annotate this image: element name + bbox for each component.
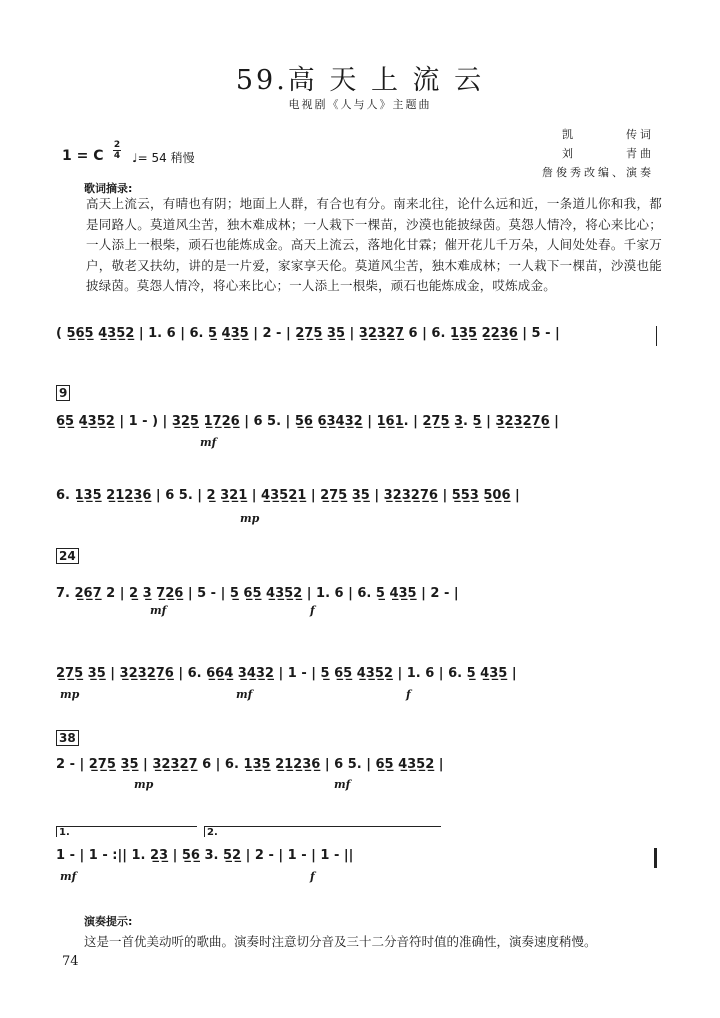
dynamic-marking: mf [60,870,77,883]
subtitle: 电视剧《人与人》主题曲 [288,98,432,111]
dynamic-marking: mf [200,436,217,449]
barline [656,326,657,346]
final-barline [654,848,657,868]
volta-bracket-1: 1. [56,826,197,837]
lyrics-heading: 歌词摘录: [84,182,133,195]
score-line-1: ( 5̲6̲5̲ 4̲3̲5̲2̲ | 1. 6 | 6. 5̲ 4̲3̲5̲ | 2 - | 2̲7̲5̲ 3̲5̲ | 3̲2̲3̲2̲7̲ 6 | 6. 1̲3̲5̲ 2̲2̲3̲6̲ | 5 - | [56,326,560,341]
dynamic-marking: mf [236,688,253,701]
score-line-4: 7. 2̲6̲7̲ 2 | 2̲ 3̲ 7̲2̲6̲ | 5 - | 5̲ 6̲5̲ 4̲3̲5̲2̲ | 1. 6 | 6. 5̲ 4̲3̲5̲ | 2 - | [56,586,459,601]
time-signature: 2 4 [113,140,121,161]
dynamic-marking: f [310,870,315,883]
tempo-marking: ♩= 54 稍慢 [132,151,195,165]
tips-text: 这是一首优美动听的歌曲。演奏时注意切分音及三十二分音符时值的准确性，演奏速度稍慢。 [84,934,597,949]
page-number: 74 [62,954,79,969]
credit-composer: 刘 青曲 [562,147,654,160]
dynamic-marking: mp [134,778,154,791]
dynamic-marking: mp [60,688,80,701]
credit-arranger: 詹俊秀改编、演奏 [542,166,654,179]
dynamic-marking: f [310,604,315,617]
volta-bracket-2: 2. [204,826,441,837]
score-line-6: 2 - | 2̲7̲5̲ 3̲5̲ | 3̲2̲3̲2̲7̲ 6 | 6. 1̲3̲5̲ 2̲1̲2̲3̲6̲ | 6 5. | 6̲5̲ 4̲3̲5̲2̲ | [56,757,444,772]
score-line-5: 2̲7̲5̲ 3̲5̲ | 3̲2̲3̲2̲7̲6̲ | 6. 6̲6̲4̲ 3̲4̲3̲2̲ | 1 - | 5̲ 6̲5̲ 4̲3̲5̲2̲ | 1. 6 | 6. 5̲ 4̲3̲5̲ | [56,666,517,681]
credit-lyricist: 凯 传词 [562,128,654,141]
measure-number: 9 [56,385,70,401]
score-line-7: 1 - | 1 - :|| 1. 2̲3̲ | 5̲6̲ 3. 5̲2̲ | 2 - | 1 - | 1 - || [56,848,354,863]
measure-number: 24 [56,548,79,564]
measure-number: 38 [56,730,79,746]
dynamic-marking: f [406,688,411,701]
key-signature: 1 = C [62,148,104,164]
dynamic-marking: mf [150,604,167,617]
tips-heading: 演奏提示: [84,915,133,928]
page-title: 59.高 天 上 流 云 [235,65,485,96]
dynamic-marking: mp [240,512,260,525]
score-line-3: 6. 1̲3̲5̲ 2̲1̲2̲3̲6̲ | 6 5. | 2̲ 3̲2̲1̲ | 4̲3̲5̲2̲1̲ | 2̲7̲5̲ 3̲5̲ | 3̲2̲3̲2̲7̲6̲ | 5̲5̲3̲ 5̲0̲6̲ | [56,488,520,503]
score-line-2: 6̲5̲ 4̲3̲5̲2̲ | 1 - ) | 3̲2̲5̲ 1̲7̲2̲6̲ | 6 5. | 5̲6̲ 6̲3̲4̲3̲2̲ | 1̲6̲1̲. | 2̲7̲5̲ 3̲. 5̲ | 3̲2̲3̲2̲7̲6̲ | [56,414,559,429]
dynamic-marking: mf [334,778,351,791]
lyrics-text: 高天上流云，有晴也有阴；地面上人群，有合也有分。南来北往，论什么远和近，一条道儿你和我，都是同路人。莫道风尘苦，独木难成林；一人栽下一棵苗，沙漠也能披绿茵。莫怨人情冷，将心来比心；一人添上一根柴，顽石也能炼成金。高天上流云，落地化甘霖；催开花儿千万朵，人间处处春。千家万户，敬老又扶幼，讲的是一片爱，家家享天伦。莫道风尘苦，独木难成林；一人栽下一棵苗，沙漠也能披绿茵。莫怨人情冷，将心来比心；一人添上一根柴，顽石也能炼成金，哎炼成金。 [86,196,662,293]
